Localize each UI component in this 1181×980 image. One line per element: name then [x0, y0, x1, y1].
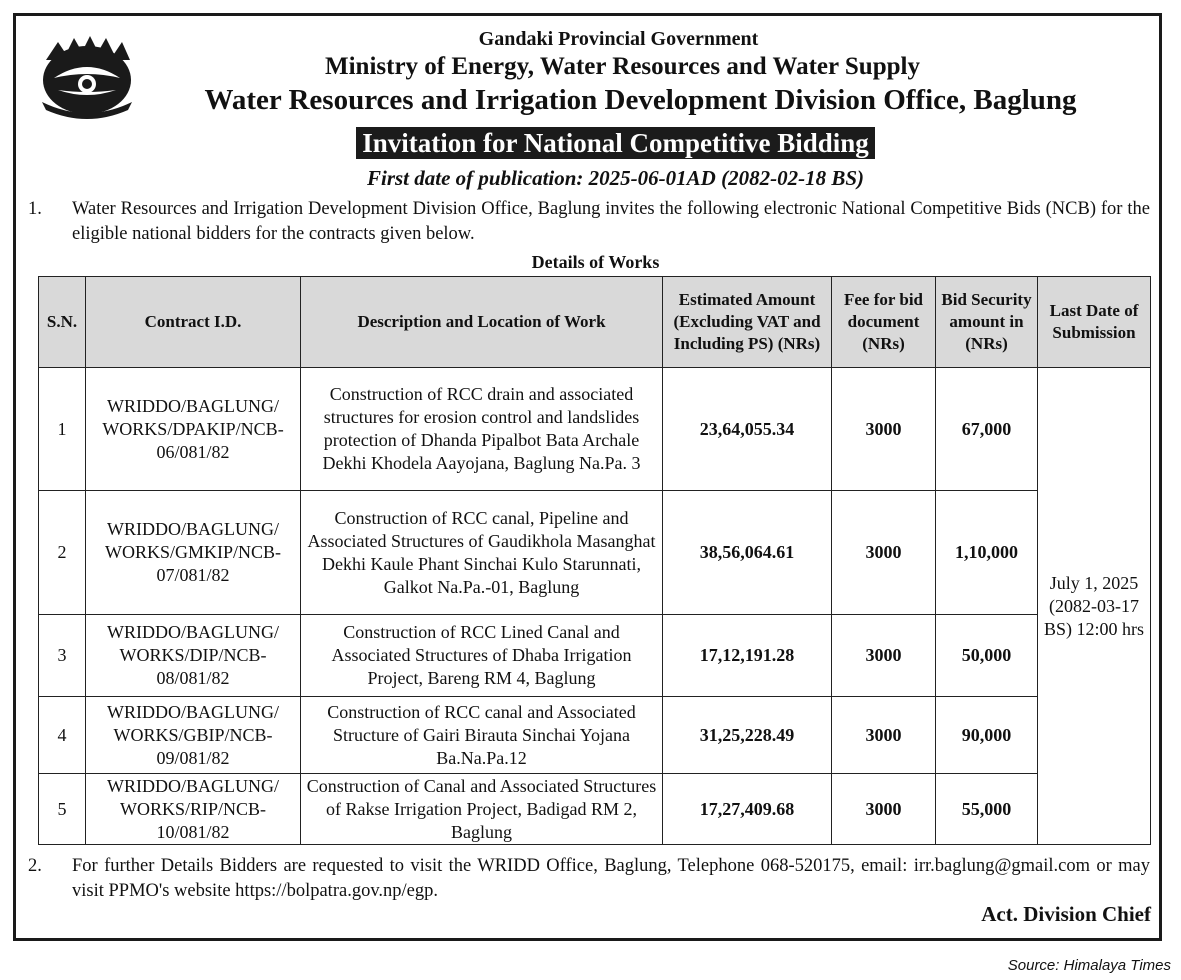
table-caption: Details of Works	[531, 252, 660, 272]
table-row	[39, 697, 1151, 774]
cell-sn: 3	[39, 615, 86, 697]
table-row	[39, 774, 1151, 845]
header-sn: S.N.	[39, 277, 86, 368]
cell-description: Construction of RCC Lined Canal and Associated Structures of Dhaba Irrigation Project, Bareng RM 4, Baglung	[301, 615, 663, 697]
cell-sn: 5	[39, 774, 86, 845]
cell-fee: 3000	[832, 774, 936, 845]
header-description: Description and Location of Work	[301, 277, 663, 368]
cell-last-date: July 1, 2025 (2082-03-17 BS) 12:00 hrs	[1038, 368, 1151, 845]
notice-title: Invitation for National Competitive Bidding	[356, 127, 875, 159]
cell-description: Construction of Canal and Associated Structures of Rakse Irrigation Project, Badigad RM 2, Baglung	[301, 774, 663, 845]
cell-fee: 3000	[832, 697, 936, 774]
cell-bid-security: 67,000	[936, 368, 1038, 491]
cell-bid-security: 50,000	[936, 615, 1038, 697]
cell-estimated-amount: 23,64,055.34	[663, 368, 832, 491]
cell-estimated-amount: 38,56,064.61	[663, 491, 832, 615]
intro-number: 1.	[28, 199, 42, 219]
intro-paragraph	[28, 197, 1150, 247]
cell-estimated-amount: 17,27,409.68	[663, 774, 832, 845]
cell-contract-id: WRIDDO/BAGLUNG/ WORKS/DPAKIP/NCB-06/081/82	[86, 368, 301, 491]
cell-sn: 2	[39, 491, 86, 615]
header-estimated-amount: Estimated Amount (Excluding VAT and Including PS) (NRs)	[663, 277, 832, 368]
intro-text: Water Resources and Irrigation Development Division Office, Baglung invites the following electronic National Competitive Bids (NCB) for the eligible national bidders for the contracts given below.	[72, 199, 1150, 244]
cell-contract-id: WRIDDO/BAGLUNG/ WORKS/GBIP/NCB-09/081/82	[86, 697, 301, 774]
cell-bid-security: 90,000	[936, 697, 1038, 774]
cell-fee: 3000	[832, 491, 936, 615]
cell-bid-security: 55,000	[936, 774, 1038, 845]
cell-sn: 1	[39, 368, 86, 491]
table-row	[39, 368, 1151, 491]
further-details-paragraph	[28, 854, 1150, 904]
cell-fee: 3000	[832, 615, 936, 697]
cell-description: Construction of RCC canal and Associated Structure of Gairi Birauta Sinchai Yojana Ba.Na.Pa.12	[301, 697, 663, 774]
further-number: 2.	[28, 856, 42, 876]
ministry-name: Ministry of Energy, Water Resources and Water Supply	[325, 53, 920, 80]
source-credit: Source: Himalaya Times	[1007, 957, 1171, 974]
cell-description: Construction of RCC drain and associated structures for erosion control and landslides protection of Dhanda Pipalbot Bata Archale Dekhi Khodela Aayojana, Baglung Na.Pa. 3	[301, 368, 663, 491]
table-row	[39, 615, 1151, 697]
further-text: For further Details Bidders are requested to visit the WRIDD Office, Baglung, Telephone 068-520175, email: irr.baglung@gmail.com or may visit PPMO's website https://bolpatra.gov.np/egp.	[72, 856, 1150, 901]
table-row	[39, 491, 1151, 615]
cell-description: Construction of RCC canal, Pipeline and Associated Structures of Gaudikhola Masanghat Dekhi Kaule Phant Sinchai Kulo Starunnati, Galkot Na.Pa.-01, Baglung	[301, 491, 663, 615]
signature-title: Act. Division Chief	[981, 902, 1151, 926]
publication-date: First date of publication: 2025-06-01AD (2082-02-18 BS)	[367, 166, 864, 190]
government-name: Gandaki Provincial Government	[478, 28, 759, 50]
cell-fee: 3000	[832, 368, 936, 491]
works-table	[38, 276, 1151, 845]
cell-bid-security: 1,10,000	[936, 491, 1038, 615]
header-fee: Fee for bid document (NRs)	[832, 277, 936, 368]
cell-sn: 4	[39, 697, 86, 774]
cell-estimated-amount: 31,25,228.49	[663, 697, 832, 774]
office-name: Water Resources and Irrigation Development Division Office, Baglung	[204, 84, 1077, 116]
cell-estimated-amount: 17,12,191.28	[663, 615, 832, 697]
header-bid-security: Bid Security amount in (NRs)	[936, 277, 1038, 368]
header-contract-id: Contract I.D.	[86, 277, 301, 368]
cell-contract-id: WRIDDO/BAGLUNG/ WORKS/DIP/NCB-08/081/82	[86, 615, 301, 697]
cell-contract-id: WRIDDO/BAGLUNG/ WORKS/RIP/NCB-10/081/82	[86, 774, 301, 845]
header-last-date: Last Date of Submission	[1038, 277, 1151, 368]
table-header-row	[39, 277, 1151, 368]
cell-contract-id: WRIDDO/BAGLUNG/ WORKS/GMKIP/NCB-07/081/82	[86, 491, 301, 615]
